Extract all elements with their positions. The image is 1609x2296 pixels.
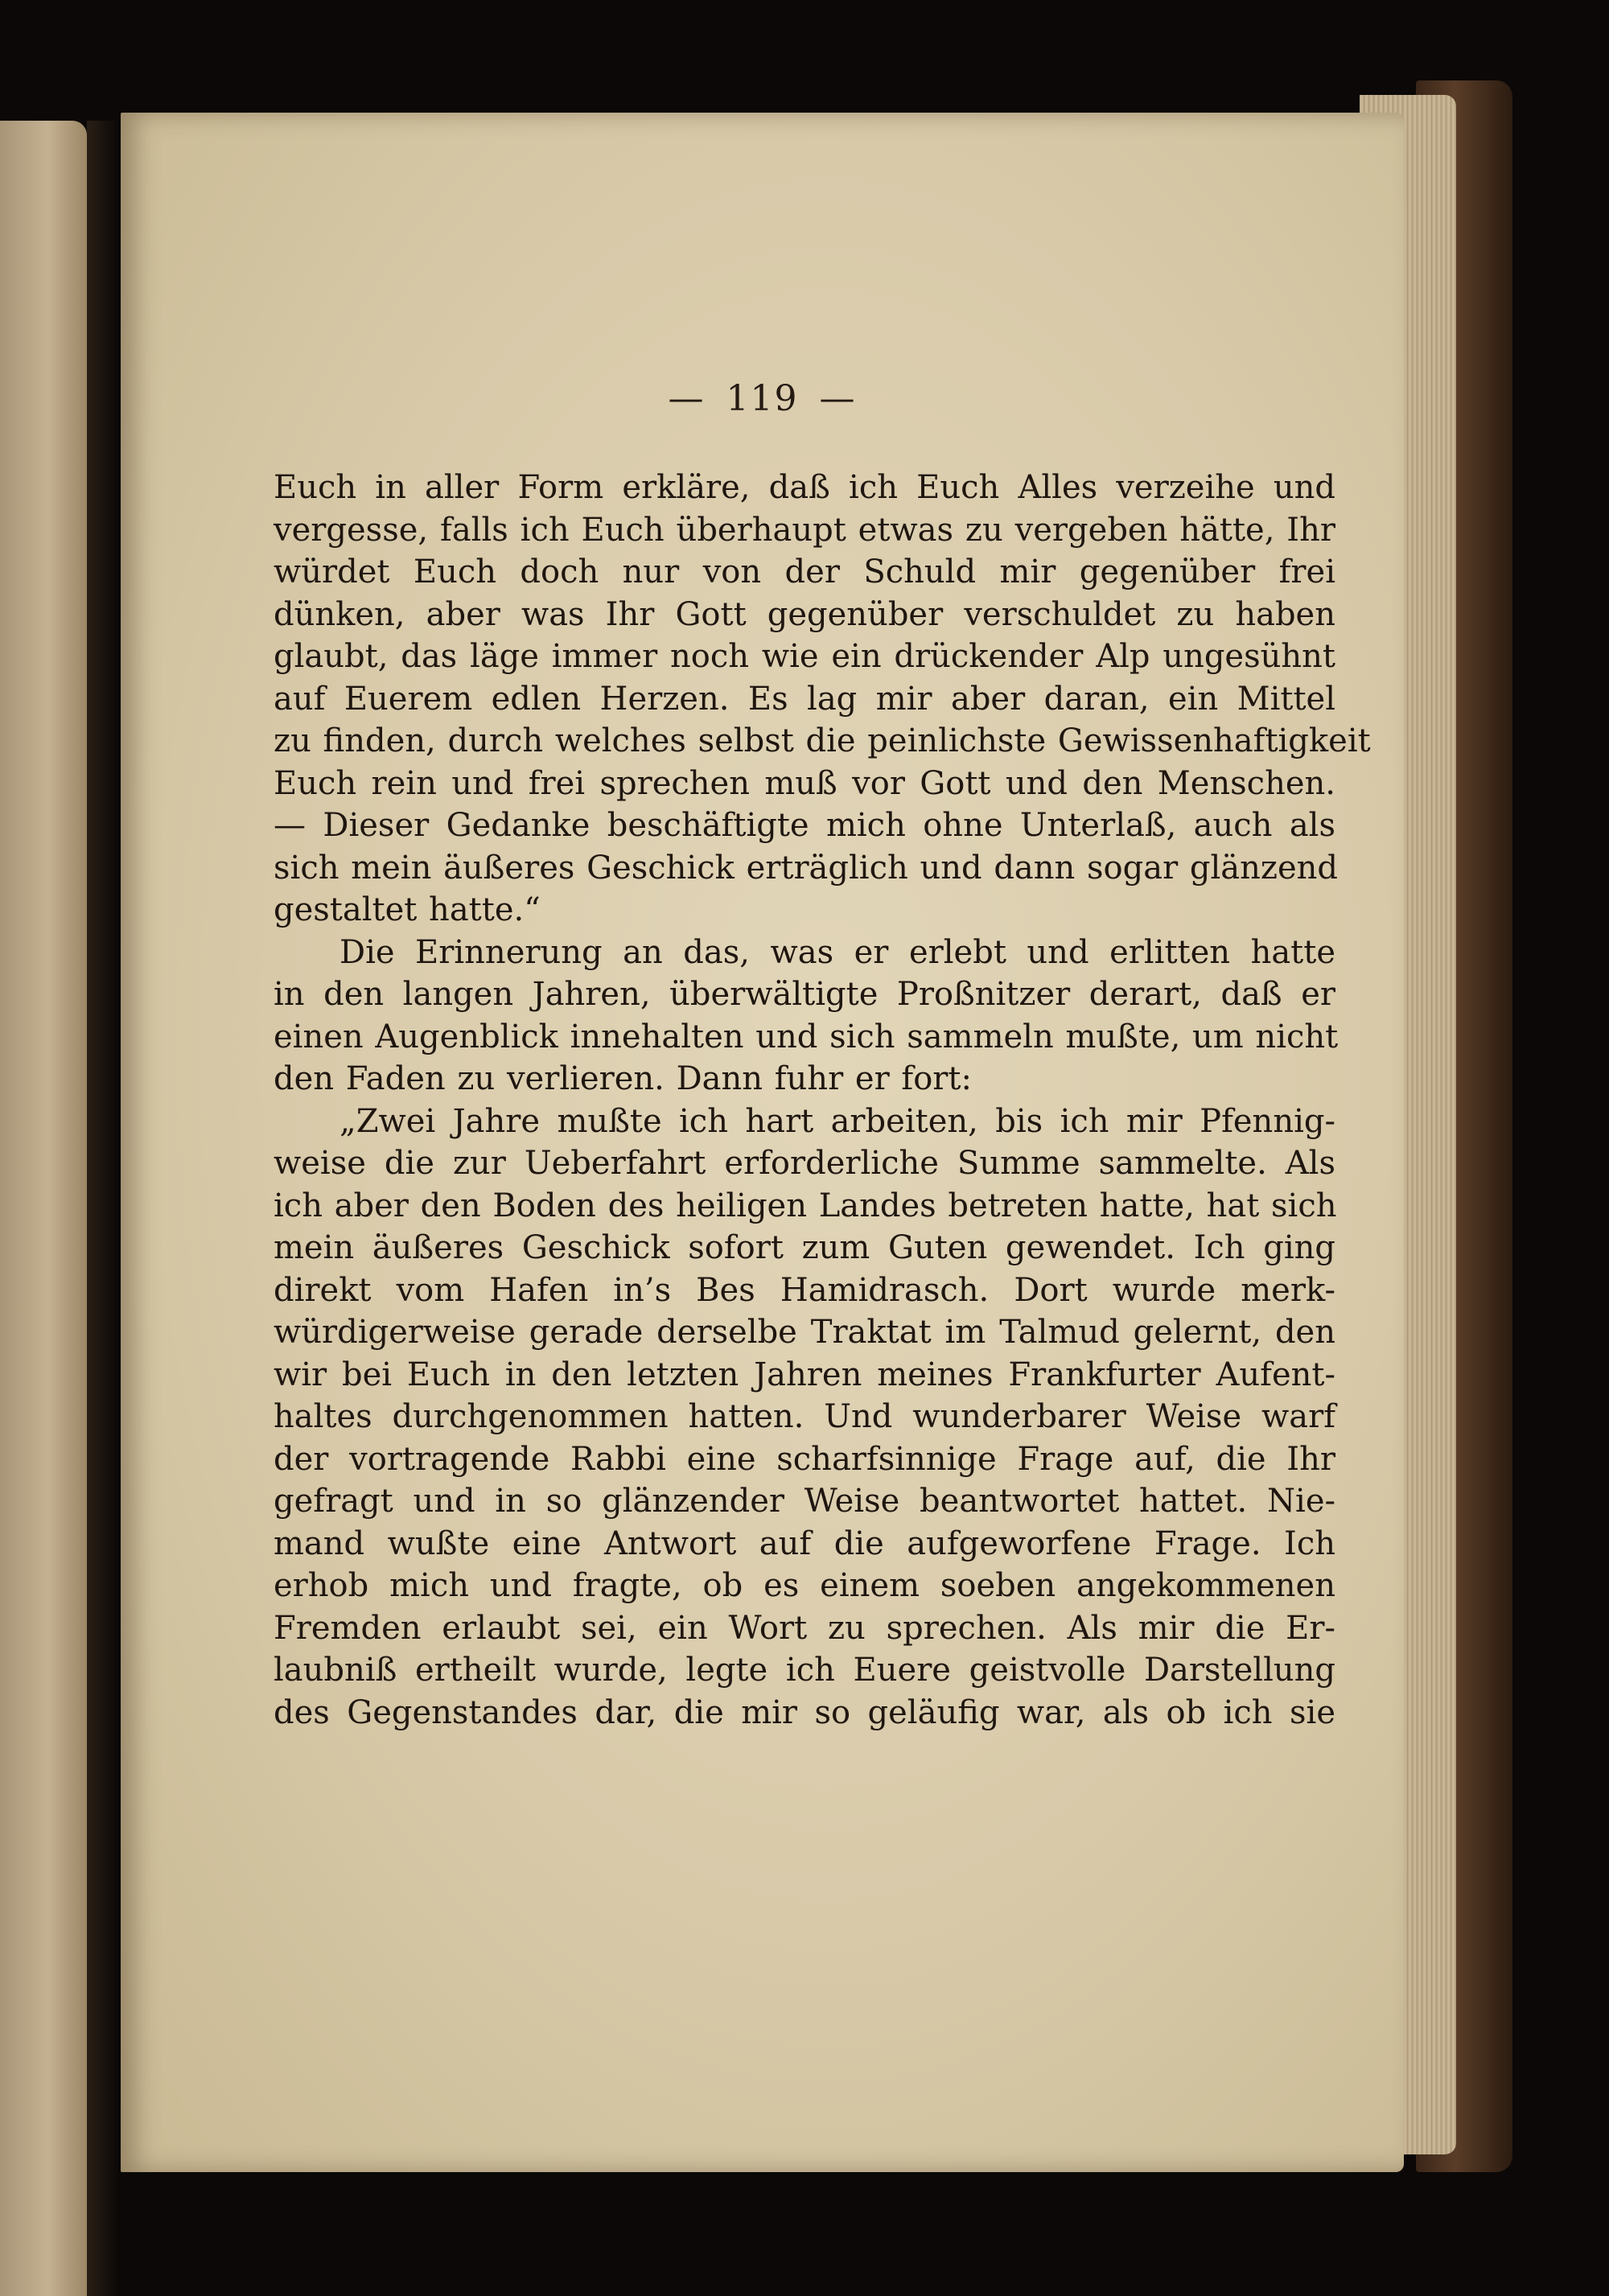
- text-line: erhob mich und fragte, ob es einem soeben angekommenen: [274, 1567, 1335, 1604]
- text-line: der vortragende Rabbi eine scharfsinnige Frage auf, die Ihr: [274, 1440, 1335, 1478]
- text-line: Euch rein und frei sprechen muß vor Gott und den Menschen.: [274, 764, 1335, 802]
- page-number-header: [121, 378, 1404, 419]
- paragraph-start: „Zwei Jahre mußte ich hart arbeiten, bis ich mir Pfennig-: [339, 1102, 1335, 1140]
- text-line: mand wußte eine Antwort auf die aufgeworfene Frage. Ich: [274, 1524, 1335, 1562]
- text-line: glaubt, das läge immer noch wie ein drückender Alp ungesühnt: [274, 638, 1335, 675]
- text-line: vergesse, falls ich Euch überhaupt etwas zu vergeben hätte, Ihr: [274, 511, 1335, 549]
- text-line: würdet Euch doch nur von der Schuld mir gegenüber frei: [274, 553, 1335, 590]
- text-line: einen Augenblick innehalten und sich sammeln mußte, um nicht: [274, 1018, 1339, 1055]
- text-line: — Dieser Gedanke beschäftigte mich ohne Unterlaß, auch als: [274, 807, 1335, 844]
- page-number-dash-right: —: [819, 378, 857, 419]
- text-line: ich aber den Boden des heiligen Landes betreten hatte, hat sich: [274, 1187, 1337, 1224]
- body-text: [274, 467, 1371, 1734]
- gutter-shadow: [87, 121, 119, 2296]
- text-line: Fremden erlaubt sei, ein Wort zu sprechen. Als mir die Er-: [274, 1609, 1335, 1647]
- text-line: des Gegenstandes dar, die mir so geläufig war, als ob ich sie: [274, 1693, 1335, 1731]
- text-line: wir bei Euch in den letzten Jahren meines Frankfurter Aufent-: [274, 1356, 1335, 1393]
- book-page: [121, 113, 1404, 2172]
- page-number: 119: [726, 378, 799, 419]
- paragraph-start: Die Erinnerung an das, was er erlebt und erlitten hatte: [339, 933, 1335, 971]
- text-line: gestaltet hatte.“: [274, 891, 541, 928]
- text-line: weise die zur Ueberfahrt erforderliche Summe sammelte. Als: [274, 1145, 1335, 1182]
- text-line: haltes durchgenommen hatten. Und wunderbarer Weise warf: [274, 1398, 1335, 1435]
- text-line: zu finden, durch welches selbst die peinlichste Gewissenhaftigkeit: [274, 722, 1371, 759]
- text-line: den Faden zu verlieren. Dann fuhr er fort:: [274, 1060, 972, 1097]
- text-line: laubniß ertheilt wurde, legte ich Euere geistvolle Darstellung: [274, 1652, 1335, 1689]
- text-line: direkt vom Hafen in’s Bes Hamidrasch. Dort wurde merk-: [274, 1271, 1335, 1309]
- text-line: auf Euerem edlen Herzen. Es lag mir aber daran, ein Mittel: [274, 680, 1335, 718]
- text-line: gefragt und in so glänzender Weise beantwortet hattet. Nie-: [274, 1483, 1335, 1520]
- text-line: sich mein äußeres Geschick erträglich und dann sogar glänzend: [274, 849, 1339, 887]
- text-line: in den langen Jahren, überwältigte Proßnitzer derart, daß er: [274, 976, 1335, 1013]
- text-line: würdigerweise gerade derselbe Traktat im Talmud gelernt, den: [274, 1314, 1335, 1351]
- page-number-dash-left: —: [668, 378, 706, 419]
- text-line: mein äußeres Geschick sofort zum Guten gewendet. Ich ging: [274, 1229, 1335, 1266]
- text-line: Euch in aller Form erkläre, daß ich Euch Alles verzeihe und: [274, 469, 1335, 506]
- text-line: dünken, aber was Ihr Gott gegenüber verschuldet zu haben: [274, 595, 1335, 633]
- left-page-edge: [0, 121, 87, 2296]
